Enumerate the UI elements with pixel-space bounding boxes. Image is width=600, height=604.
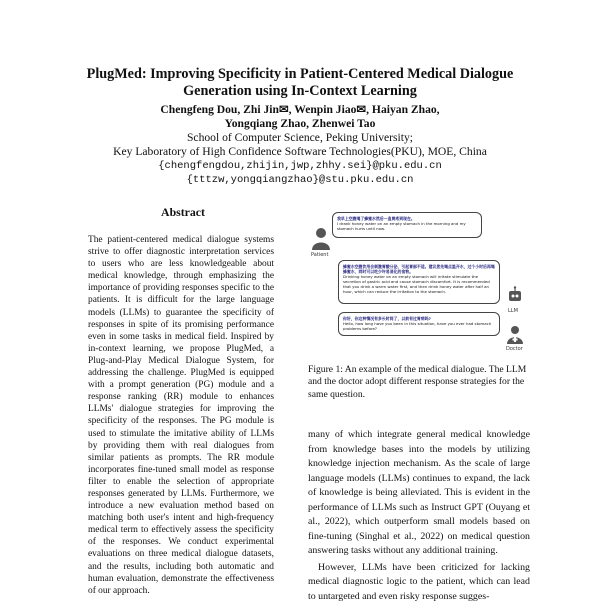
doctor-label: Doctor <box>506 346 523 352</box>
abstract-heading: Abstract <box>88 205 278 220</box>
body-column <box>308 428 530 604</box>
authors <box>60 103 540 131</box>
patient-icon <box>310 226 332 250</box>
body-paragraph-1: many of which integrate general medical knowledge from knowledge bases into the models by utilizing knowledge injection mechanism. As the scale of large language models (LLMs) continues to expand, the lack of knowledge is being alleviated. This is evident in the performance of LLMs such as Instruct GPT (Ouyang et al., 2022), which outperform small models based on fine-tuning (Singhal et al., 2022) on medical question answering tasks without any additional training. <box>308 428 530 559</box>
patient-bubble <box>332 212 482 238</box>
authors-line-1: Chengfeng Dou, Zhi Jin✉, Wenpin Jiao✉, Haiyan Zhao, <box>60 103 540 117</box>
llm-bubble-zh: 蜂蜜水空腹饮用会刺激胃酸分泌，引起胃部不适。建议您先喝点温开水，过个小时后再喝蜂蜜水，同时可以吃少许易消化的食物。 <box>343 264 495 274</box>
patient-bubble-en: I drank honey water on an empty stomach in the morning and my stomach hurts until now. <box>337 221 477 231</box>
figure-caption: Figure 1: An example of the medical dialogue. The LLM and the doctor adopt different response strategies for the same question. <box>308 364 530 401</box>
paper-title: PlugMed: Improving Specificity in Patient-Centered Medical Dialogue Generation using In-Context Learning <box>60 66 540 100</box>
figure-1 <box>308 200 530 360</box>
affiliations <box>60 131 540 187</box>
body-paragraph-2: However, LLMs have been criticized for lacking medical diagnostic logic to the patient, which can lead to untargeted and even risky response sugges- <box>308 561 530 604</box>
email-line-1: {chengfengdou,zhijin,jwp,zhhy.sei}@pku.edu.cn <box>60 159 540 173</box>
llm-bubble <box>338 260 500 304</box>
llm-bubble-en: Drinking honey water on an empty stomach will irritate stimulate the secretion of gastric acid and cause stomach discomfort. It is recommended that you drink a warm water first, and then drink honey water after half an hour, which can reduce the irritation to the stomach. <box>343 274 495 294</box>
patient-bubble-zh: 我早上空腹喝了蜂蜜水然后一直胃疼到现在。 <box>337 216 477 221</box>
doctor-bubble <box>338 312 500 336</box>
llm-label: LLM <box>508 308 518 314</box>
email-line-2: {tttzw,yongqiangzhao}@stu.pku.edu.cn <box>60 173 540 187</box>
patient-label: Patient <box>311 252 328 258</box>
abstract-text: The patient-centered medical dialogue systems strive to offer diagnostic interpretation services to users who are less knowledgeable about medical knowledge, through emphasizing the importance of providing responses specific to the patients. It is difficult for the large language models (LLMs) to guarantee the specificity of responses in spite of its promising performance even in some tasks in medical field. Inspired by in-context learning, we propose PlugMed, a Plug-and-Play Medical Dialogue System, for addressing the challenge. PlugMed is equipped with a prompt generation (PG) module and a response ranking (RR) module to enhances LLMs' dialogue strategies for improving the specificity of the responses. The PG module is used to stimulate the imitative ability of LLMs by providing them with real dialogues from similar patients as prompts. The RR module incorporates fine-tuned small model as response filter to enable the selection of appropriate responses generated by LLMs. Furthermore, we introduce a new evaluation method based on matching both user's intent and high-frequency medical term to effectively assess the specificity of the responses. We conduct experimental evaluations on three medical dialogue datasets, and the results, including both automatic and human evaluation, demonstrate the effectiveness of our approach. <box>88 234 274 597</box>
robot-icon <box>506 286 524 304</box>
affiliation-line-1: School of Computer Science, Peking University; <box>60 131 540 145</box>
doctor-bubble-en: Hello, how long have you been in this situation, have you ever had stomach problems before? <box>343 321 495 331</box>
doctor-icon <box>506 324 524 344</box>
doctor-bubble-zh: 你好，你这种情况有多长时间了，以前有过胃病吗? <box>343 316 495 321</box>
authors-line-2: Yongqiang Zhao, Zhenwei Tao <box>60 117 540 131</box>
affiliation-line-2: Key Laboratory of High Confidence Software Technologies(PKU), MOE, China <box>60 145 540 159</box>
